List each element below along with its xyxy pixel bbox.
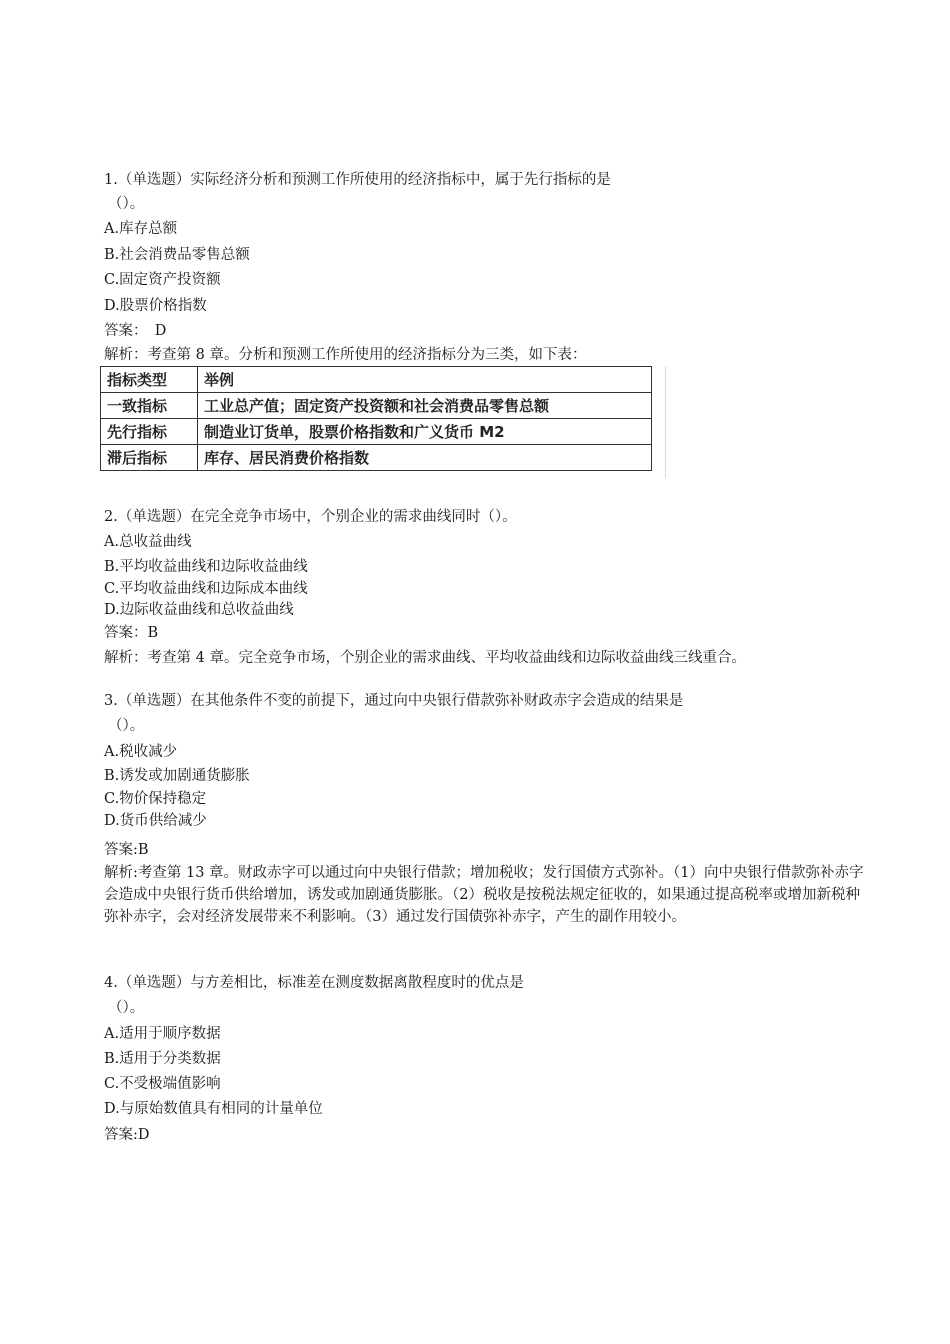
question-4-stem: 4.（单选题）与方差相比，标准差在测度数据离散程度时的优点是 [104,975,524,991]
question-1-option-b: B.社会消费品零售总额 [104,247,250,263]
question-3-stem: 3.（单选题）在其他条件不变的前提下，通过向中央银行借款弥补财政赤字会造成的结果是 [104,693,684,709]
table-row [101,445,652,471]
question-4-option-a: A.适用于顺序数据 [104,1026,221,1042]
question-4-option-c: C.不受极端值影响 [104,1076,221,1092]
question-2-answer: 答案：B [104,625,159,641]
table-header-row [101,367,652,393]
table-header-example: 举例 [198,367,652,393]
table-cell-type: 一致指标 [101,393,198,419]
question-4-option-d: D.与原始数值具有相同的计量单位 [104,1101,323,1117]
question-3-option-d: D.货币供给减少 [104,813,207,829]
question-2-option-b: B.平均收益曲线和边际收益曲线 [104,559,308,575]
question-1-answer: 答案： D [104,323,167,339]
question-3-option-b: B.诱发或加剧通货膨胀 [104,768,250,784]
question-2-option-c: C.平均收益曲线和边际成本曲线 [104,581,308,597]
question-3-option-a: A.税收减少 [104,744,178,760]
indicator-table [100,366,652,471]
table-cell-type: 滞后指标 [101,445,198,471]
question-2-option-d: D.边际收益曲线和总收益曲线 [104,602,294,618]
table-cell-example: 制造业订货单，股票价格指数和广义货币 M2 [198,419,652,445]
question-3-option-c: C.物价保持稳定 [104,791,207,807]
question-2-analysis: 解析：考查第 4 章。完全竞争市场，个别企业的需求曲线、平均收益曲线和边际收益曲线三线重合。 [104,650,746,666]
question-1-stem-cont: （）。 [108,196,145,212]
question-2-stem: 2.（单选题）在完全竞争市场中，个别企业的需求曲线同时（）。 [104,509,517,525]
table-header-type: 指标类型 [101,367,198,393]
table-shadow-edge [652,366,666,478]
question-1-option-a: A.库存总额 [104,221,178,237]
question-3-stem-cont: （）。 [108,718,145,734]
question-1-option-d: D.股票价格指数 [104,298,207,314]
question-2-option-a: A.总收益曲线 [104,534,192,550]
question-1-stem: 1.（单选题）实际经济分析和预测工作所使用的经济指标中，属于先行指标的是 [104,172,611,188]
question-4-answer: 答案:D [104,1127,150,1143]
question-4-option-b: B.适用于分类数据 [104,1051,221,1067]
question-4-stem-cont: （）。 [108,1000,145,1016]
question-1-option-c: C.固定资产投资额 [104,272,221,288]
table-row [101,393,652,419]
table-cell-example: 工业总产值；固定资产投资额和社会消费品零售总额 [198,393,652,419]
table-cell-example: 库存、居民消费价格指数 [198,445,652,471]
question-3-analysis: 解析:考查第 13 章。财政赤字可以通过向中央银行借款；增加税收；发行国债方式弥补。（1）向中央银行借款弥补赤字会造成中央银行货币供给增加，诱发或加剧通货膨胀。（2）税收是按税法规定征收的，如果通过提高税率或增加新税种弥补赤字，会对经济发展带来不利影响。（3）通过发行国债弥补赤字，产生的副作用较小。 [104,865,864,925]
question-3-answer: 答案:B [104,842,149,858]
table-cell-type: 先行指标 [101,419,198,445]
table-row [101,419,652,445]
question-1-analysis: 解析：考查第 8 章。分析和预测工作所使用的经济指标分为三类，如下表： [104,347,587,363]
